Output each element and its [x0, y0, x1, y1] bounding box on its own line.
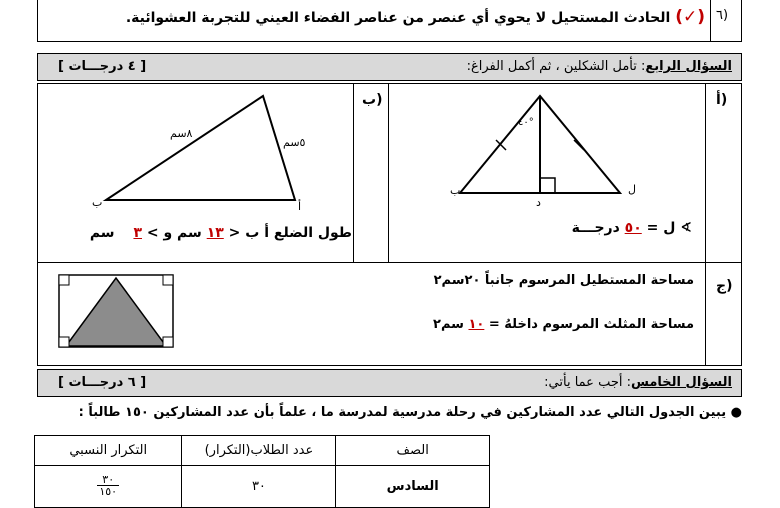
part-c-line2 — [433, 317, 694, 332]
part-c-label: ج) — [716, 278, 733, 294]
part-b-answer — [90, 225, 352, 241]
part-c-line2-value: ١٠ — [468, 317, 485, 332]
side-5cm-label: ٥سم — [283, 136, 306, 149]
q5-statement — [79, 405, 742, 420]
cell-grade: السادس — [336, 466, 490, 508]
isosceles-triangle-figure — [440, 88, 650, 203]
q5-title: السؤال الخامس — [631, 375, 732, 390]
q4-instruction: : تأمل الشكلين ، ثم أكمل الفراغ: — [466, 59, 646, 74]
label-col-b — [353, 83, 354, 262]
q6-statement: (✓) الحادث المستحيل لا يحوي أي عنصر من عناصر الفضاء العيني للتجربة العشوائية. — [125, 7, 705, 27]
side-8cm-label: ٨سم — [170, 127, 193, 140]
scalene-triangle-figure — [100, 90, 310, 205]
q6-number: ٦) — [716, 8, 729, 23]
vertex-a-label: أ — [298, 200, 302, 213]
table-row — [35, 466, 490, 508]
bullet-icon: ● — [730, 405, 742, 420]
angle-40-label: ٤٠° — [518, 117, 534, 128]
part-b-value1: ١٣ — [206, 225, 224, 241]
part-c-line1: مساحة المستطيل المرسوم جانباً ٢٠سم٢ — [433, 273, 694, 288]
part-a-label: أ) — [716, 92, 728, 108]
part-b-value2: ٣ — [133, 225, 142, 241]
q6-text: الحادث المستحيل لا يحوي أي عنصر من عناصر الفضاء العيني للتجربة العشوائية. — [125, 10, 671, 26]
q4-marks: [ ٤ درجـــات ] — [58, 59, 147, 74]
vertex-d-label: د — [536, 196, 541, 209]
part-c-line2-prefix: مساحة المثلث المرسوم داخلهُ = — [488, 317, 694, 332]
part-a-answer-value: ٥٠ — [624, 220, 642, 236]
q5-instruction: : أجب عما يأتي: — [544, 375, 631, 390]
header-grade: الصف — [336, 436, 490, 466]
table-header-row — [35, 436, 490, 466]
part-a-answer-prefix: ∢ ل = — [646, 220, 692, 236]
vertex-b-label-2: ب — [92, 196, 103, 209]
q4-title: السؤال الرابع — [645, 59, 732, 74]
q5-title-wrap — [544, 375, 732, 390]
part-a-answer — [572, 220, 692, 236]
part-c-line2-suffix: سم٢ — [433, 317, 464, 332]
cell-count: ٣٠ — [182, 466, 336, 508]
q4-divider-mid — [388, 83, 389, 262]
part-b-text1: طول الضلع أ ب < — [228, 225, 352, 241]
q4-divider-h — [37, 262, 742, 263]
header-relative-frequency: التكرار النسبي — [35, 436, 182, 466]
part-b-label: ب) — [362, 92, 383, 108]
vertex-l-label: ل — [628, 183, 636, 196]
fraction-numerator: ٣٠ — [97, 474, 119, 486]
fraction — [97, 474, 119, 497]
cell-relative-frequency — [35, 466, 182, 508]
participants-table — [34, 435, 490, 508]
q4-title-wrap — [467, 59, 732, 74]
q5-marks: [ ٦ درجـــات ] — [58, 375, 147, 390]
vertex-b-label: ب — [450, 184, 461, 197]
part-b-lt: > — [146, 225, 159, 241]
part-a-answer-suffix: درجـــة — [571, 220, 620, 236]
rectangle-triangle-figure — [58, 274, 174, 348]
q5-text: يبين الجدول التالي عدد المشاركين في رحلة مدرسية لمدرسة ما ، علماً بأن عدد المشاركين ١٥٠ طالباً : — [78, 405, 727, 420]
fraction-denominator: ١٥٠ — [99, 485, 118, 498]
part-b-text2: سم و — [163, 225, 202, 241]
header-student-count: عدد الطلاب(التكرار) — [182, 436, 336, 466]
part-b-text3: سم — [89, 225, 115, 241]
label-col-a — [705, 83, 706, 366]
check-mark-icon: ✓ — [682, 7, 698, 27]
